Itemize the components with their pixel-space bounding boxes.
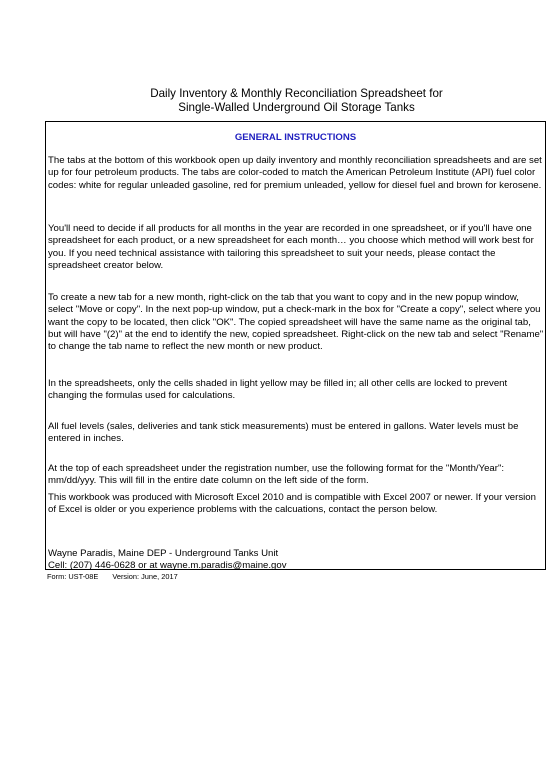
- contact-name: Wayne Paradis, Maine DEP - Underground Tanks Unit: [48, 548, 279, 559]
- instructions-paragraph-tabs: The tabs at the bottom of this workbook open up daily inventory and monthly reconciliation spreadsheets and are set up for four petroleum products. The tabs are color-coded to match the American Petroleum Institute (API) fuel color codes: white for regular unleaded gasoline, red for premium unleaded, yellow for diesel fuel and brown for kerosene.: [48, 155, 542, 191]
- instructions-paragraph-locked-cells: In the spreadsheets, only the cells shaded in light yellow may be filled in; all other cells are locked to prevent changing the formulas used for calculations.: [48, 378, 508, 402]
- instructions-paragraph-date-format: At the top of each spreadsheet under the registration number, use the following format for the "Month/Year": mm/dd/yyy. This will fill in the entire date column on the left side of the form.: [48, 463, 505, 487]
- document-title: [0, 87, 550, 115]
- contact-details: Cell: (207) 446-0628 or at wayne.m.paradis@maine.gov: [48, 560, 287, 571]
- instructions-paragraph-spreadsheet-choice: You'll need to decide if all products for all months in the year are recorded in one spreadsheet, or if you'll have one spreadsheet for each product, or a new spreadsheet for each month… you choose which method will work best for you. If you need technical assistance with tailoring this spreadsheet to suit your needs, please contact the spreadsheet creator below.: [48, 223, 534, 271]
- form-number: Form: UST-08E: [47, 572, 99, 581]
- instructions-paragraph-new-tab: To create a new tab for a new month, right-click on the tab that you want to copy and in the new popup window, select "Move or copy". In the next pop-up window, put a check-mark in the box for "Create a copy", select where you want the copy to be located, then click "OK". The copied spreadsheet will have the same name as the original tab, but will have "(2)" at the end to identify the new, copied spreadsheet. Right-click on the new tab and select "Rename" to change the tab name to reflect the new month or new product.: [48, 292, 544, 353]
- document-title-line-2: Single-Walled Underground Oil Storage Tanks: [178, 101, 415, 114]
- instructions-paragraph-units: All fuel levels (sales, deliveries and tank stick measurements) must be entered in gallons. Water levels must be entered in inches.: [48, 421, 519, 445]
- document-title-line-1: Daily Inventory & Monthly Reconciliation Spreadsheet for: [150, 87, 443, 100]
- form-footer: [47, 572, 178, 581]
- instructions-paragraph-compatibility: This workbook was produced with Microsoft Excel 2010 and is compatible with Excel 2007 or newer. If your version of Excel is older or you experience problems with the calcuations, contact the person below.: [48, 492, 536, 516]
- form-version: Version: June, 2017: [112, 572, 178, 581]
- instructions-box: [45, 121, 546, 570]
- instructions-heading: GENERAL INSTRUCTIONS: [234, 132, 357, 143]
